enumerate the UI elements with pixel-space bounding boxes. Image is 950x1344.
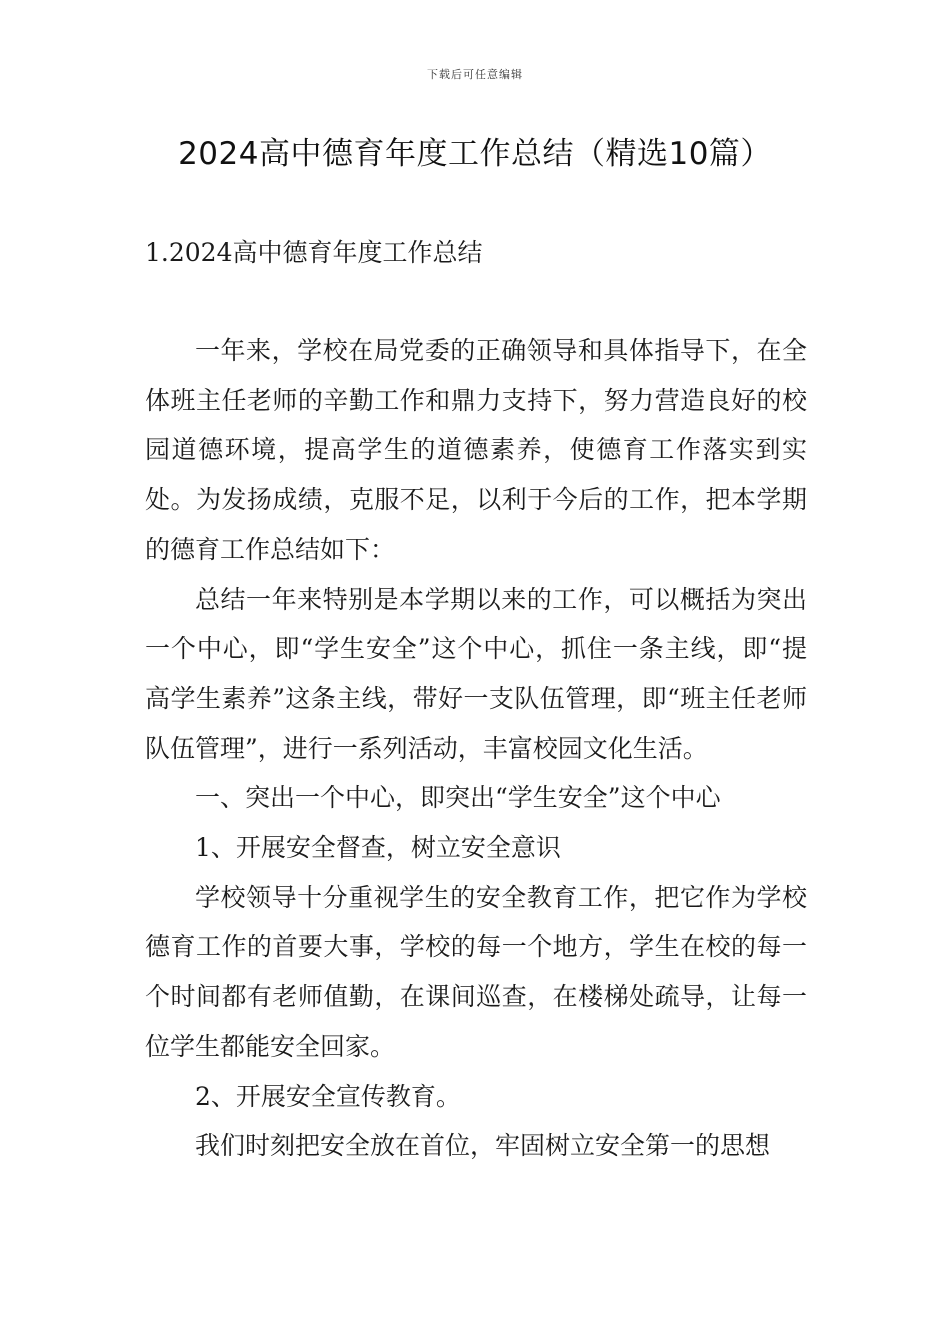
header-note: 下载后可任意编辑 xyxy=(427,68,523,81)
paragraph: 学校领导十分重视学生的安全教育工作，把它作为学校德育工作的首要大事，学校的每一个地方，学生在校的每一个时间都有老师值勤，在课间巡查，在楼梯处疏导，让每一位学生都能安全回家。 xyxy=(145,882,807,1061)
document-body xyxy=(145,326,807,1171)
subheading: 1、开展安全督查，树立安全意识 xyxy=(195,833,561,863)
subheading: 一、突出一个中心，即突出“学生安全”这个中心 xyxy=(195,783,721,813)
paragraph: 一年来，学校在局党委的正确领导和具体指导下，在全体班主任老师的辛勤工作和鼎力支持下，努力营造良好的校园道德环境，提高学生的道德素养，使德育工作落实到实处。为发扬成绩，克服不足，以利于今后的工作，把本学期的德育工作总结如下： xyxy=(145,336,807,564)
subheading: 2、开展安全宣传教育。 xyxy=(195,1081,461,1111)
document-title: 2024高中德育年度工作总结（精选10篇） xyxy=(178,136,772,172)
section-title: 1.2024高中德育年度工作总结 xyxy=(145,238,483,267)
paragraph: 我们时刻把安全放在首位，牢固树立安全第一的思想 xyxy=(195,1131,771,1161)
paragraph: 总结一年来特别是本学期以来的工作，可以概括为突出一个中心，即“学生安全”这个中心，抓住一条主线，即“提高学生素养”这条主线，带好一支队伍管理，即“班主任老师队伍管理”，进行一系列活动，丰富校园文化生活。 xyxy=(145,584,807,763)
